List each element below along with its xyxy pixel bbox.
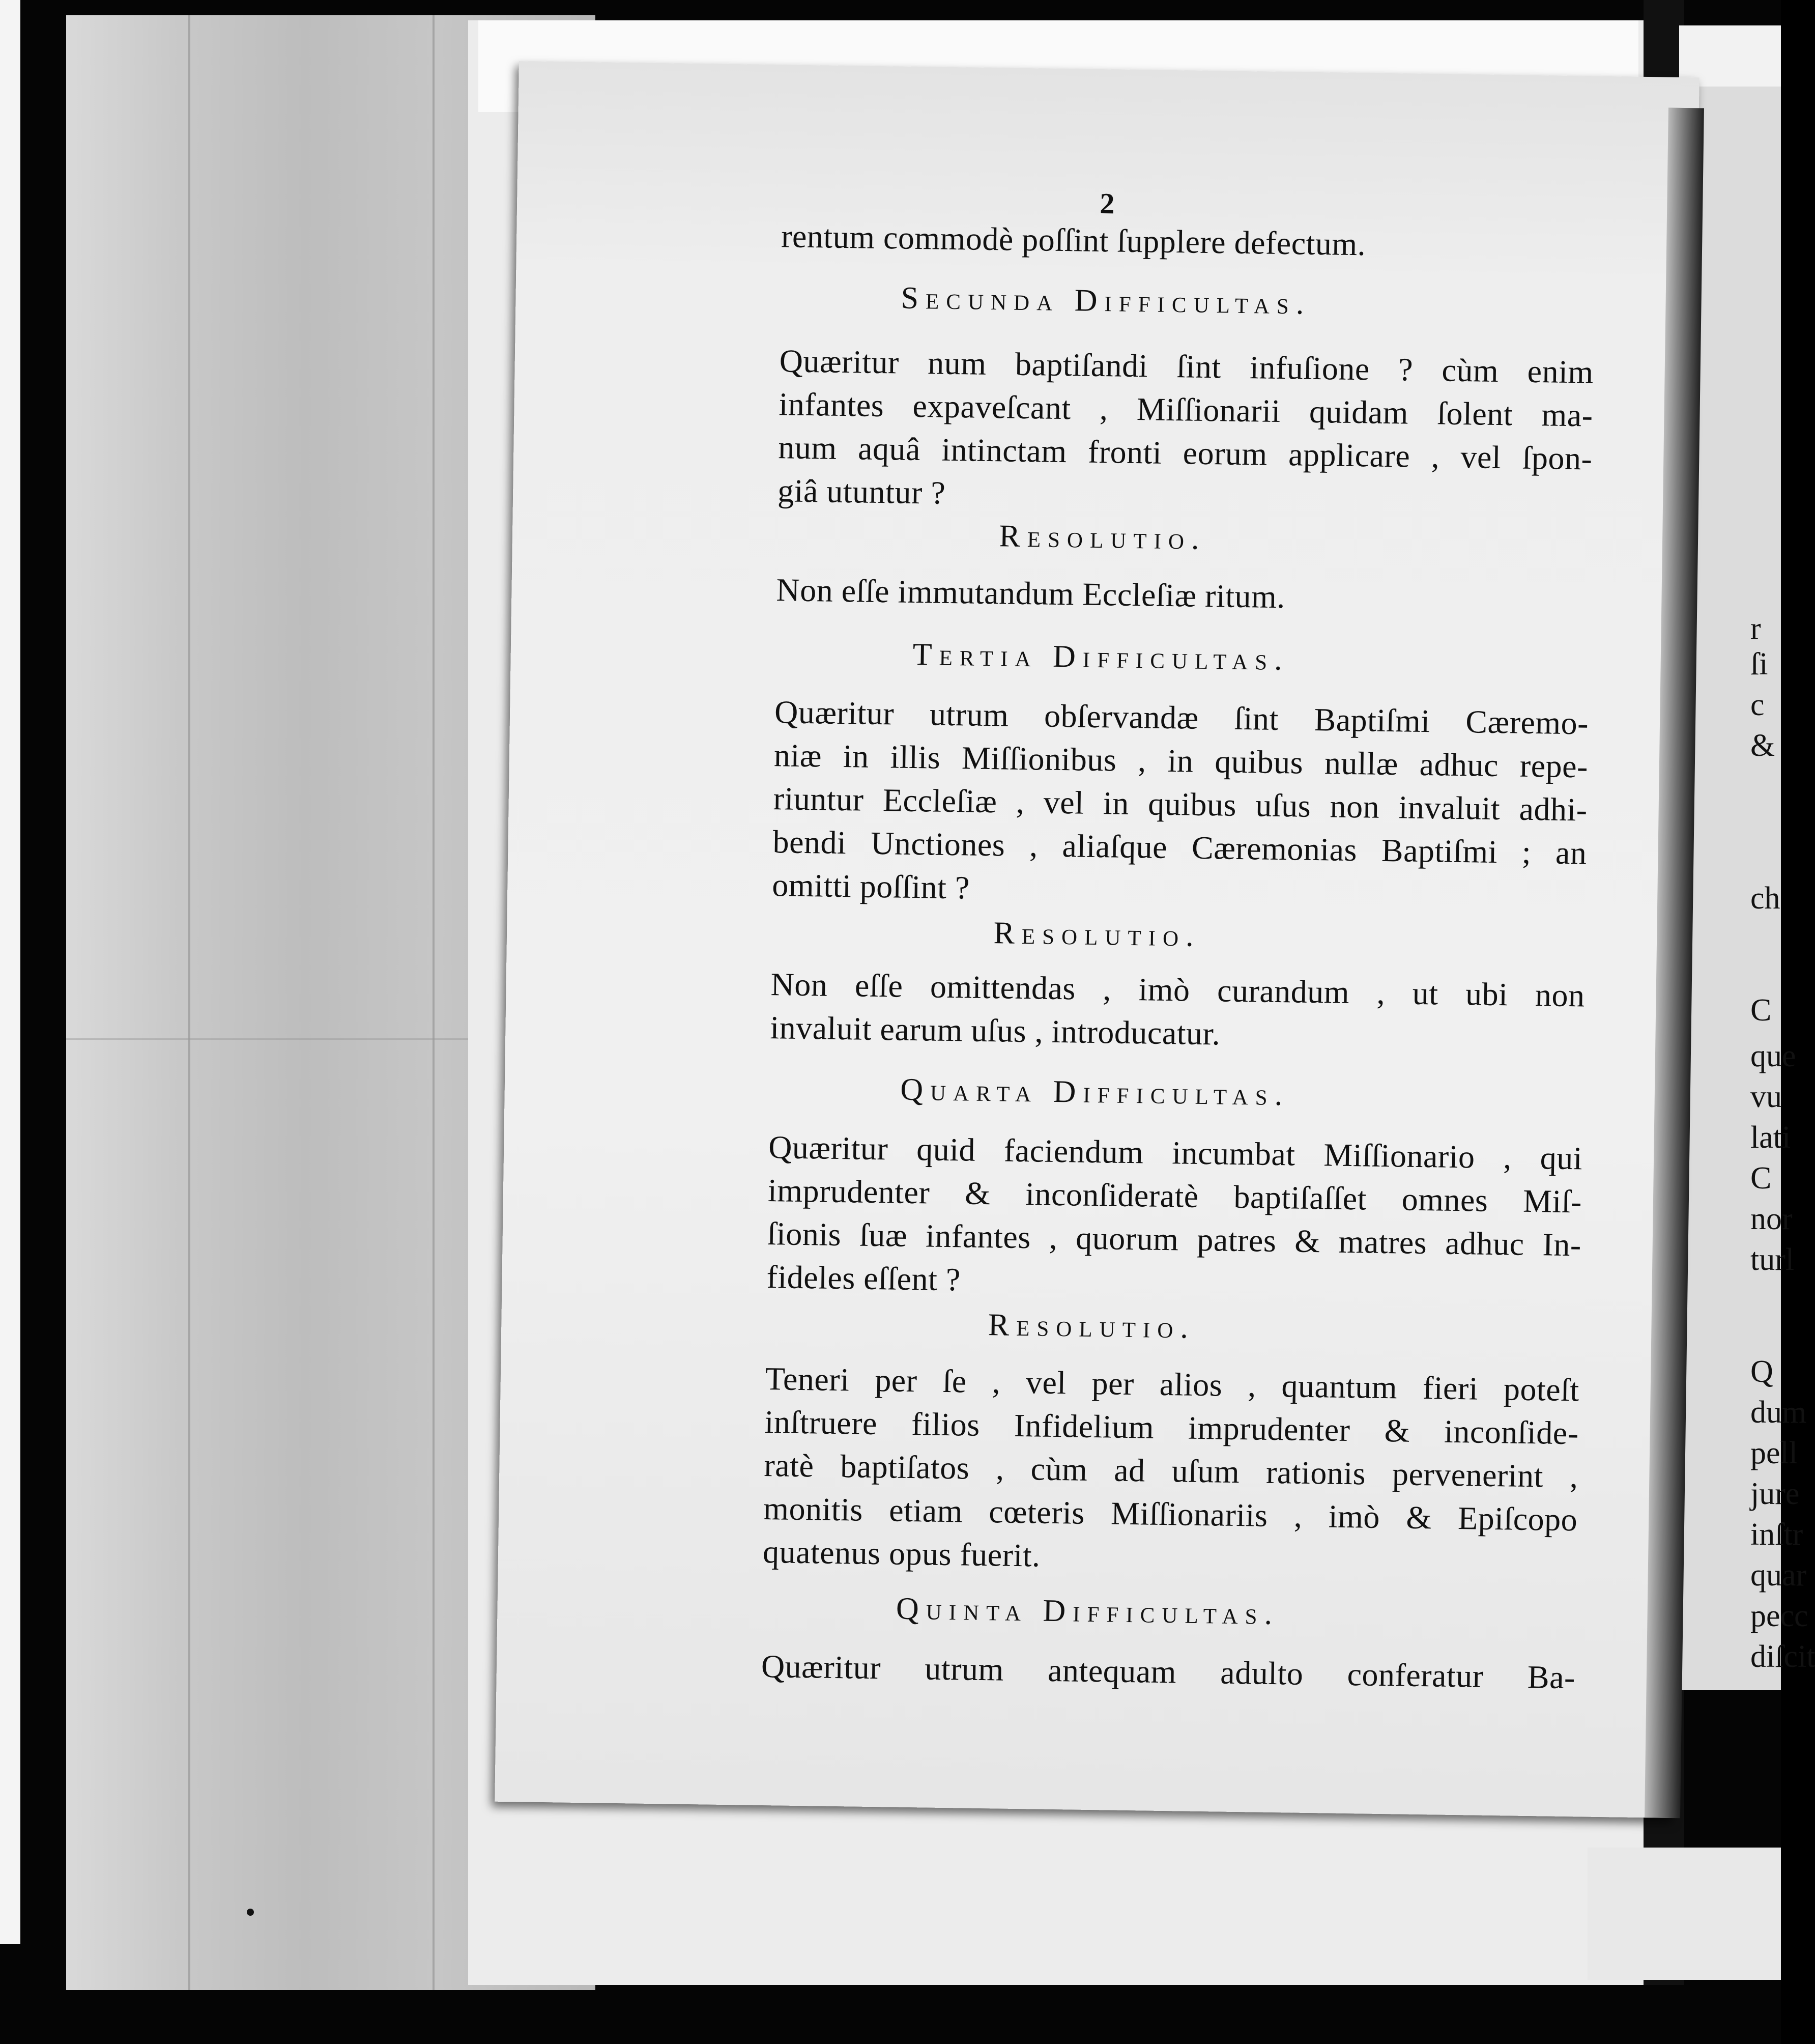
text-line: Teneri per ſe , vel per alios , quantum fieri poteſt	[765, 1360, 1580, 1408]
text-line: monitis etiam cœteris Miſſionariis , imò & Epiſcopo	[763, 1490, 1578, 1538]
section-heading: Resolutio.	[993, 916, 1201, 953]
facing-page-fragment: r	[1750, 611, 1761, 646]
text-line: niæ in illis Miſſionibus , in quibus nullæ adhuc repe-	[773, 737, 1589, 785]
section-heading: Resolutio.	[988, 1308, 1196, 1345]
text-line: num aquâ intinctam fronti eorum applicare , vel ſpon-	[777, 429, 1593, 477]
section-heading: Quarta Difficultas.	[900, 1072, 1290, 1113]
text-line: Non eſſe immutandum Eccleſiæ ritum.	[776, 572, 1286, 615]
text-line: Quæritur num baptiſandi ſint infuſione ? cùm enim	[779, 343, 1594, 390]
facing-page-fragment: vu	[1750, 1080, 1782, 1114]
facing-page-bottom	[1588, 1848, 1781, 1980]
section-heading: Quinta Difficultas.	[896, 1591, 1280, 1632]
text-line: omitti poſſint ?	[771, 867, 970, 906]
facing-page-fragment: dum	[1750, 1395, 1807, 1430]
printed-page	[495, 61, 1699, 1818]
text-line: inſtruere filios Infidelium imprudenter & inconſide-	[764, 1404, 1579, 1452]
text-line: quatenus opus fuerit.	[762, 1533, 1041, 1574]
fold-line	[188, 15, 190, 1990]
text-line: riuntur Eccleſiæ , vel in quibus uſus non invaluit adhi-	[773, 780, 1588, 828]
text-line: Non eſſe omittendas , imò curandum , ut ubi non	[770, 966, 1586, 1014]
section-heading: Resolutio.	[999, 519, 1207, 556]
facing-page-fragment: quar	[1750, 1558, 1807, 1593]
facing-page-fragment: ſi	[1750, 647, 1768, 682]
text-line: rentum commodè poſſint ſupplere defectum.	[781, 218, 1366, 263]
facing-page-fragment: ch	[1750, 881, 1780, 916]
fold-line	[433, 15, 435, 1990]
text-line: fideles eſſent ?	[766, 1259, 961, 1298]
facing-page-fragment: nor	[1750, 1202, 1793, 1236]
facing-page-fragment: que	[1750, 1039, 1796, 1073]
text-line: invaluit earum uſus , introducatur.	[770, 1009, 1221, 1052]
facing-page-fragment: &	[1750, 728, 1775, 763]
text-line: giâ utuntur ?	[777, 472, 946, 511]
facing-page-fragment: inſtr	[1750, 1517, 1803, 1552]
facing-page-fragment: jure	[1750, 1477, 1800, 1511]
facing-page-fragment: C	[1750, 993, 1772, 1028]
text-line: imprudenter & inconſideratè baptiſaſſet omnes Miſ-	[767, 1172, 1582, 1220]
page-text	[495, 61, 1699, 1818]
facing-page-fragment: Q	[1750, 1354, 1773, 1389]
text-line: Quæritur quid faciendum incumbat Miſſionario , qui	[768, 1129, 1583, 1177]
page-number: 2	[1100, 186, 1115, 220]
text-line: bendi Unctiones , aliaſque Cæremonias Baptiſmi ; an	[772, 824, 1587, 871]
ink-dot	[247, 1909, 254, 1916]
facing-page-fragment: C	[1750, 1161, 1772, 1196]
text-line: Quæritur utrum antequam adulto conferatur Ba-	[761, 1648, 1576, 1696]
facing-page-fragment: lati	[1750, 1120, 1791, 1155]
text-line: Quæritur utrum obſervandæ ſint Baptiſmi Cæremo-	[774, 694, 1589, 742]
facing-page-fragment: pecc	[1750, 1599, 1808, 1633]
facing-page-fragment: turl	[1750, 1242, 1795, 1277]
text-line: ratè baptiſatos , cùm ad uſum rationis pervenerint ,	[764, 1446, 1578, 1495]
text-line: ſionis ſuæ infantes , quorum patres & matres adhuc In-	[767, 1215, 1582, 1263]
facing-page-fragment: c	[1750, 688, 1765, 722]
section-heading: Tertia Difficultas.	[912, 637, 1290, 677]
facing-page-fragment: pell	[1750, 1436, 1798, 1470]
section-heading: Secunda Difficultas.	[901, 280, 1311, 321]
left-margin-strip	[0, 0, 20, 1944]
facing-page-fragment: diſcit	[1750, 1639, 1815, 1674]
text-line: infantes expaveſcant , Miſſionarii quidam ſolent ma-	[779, 386, 1593, 434]
